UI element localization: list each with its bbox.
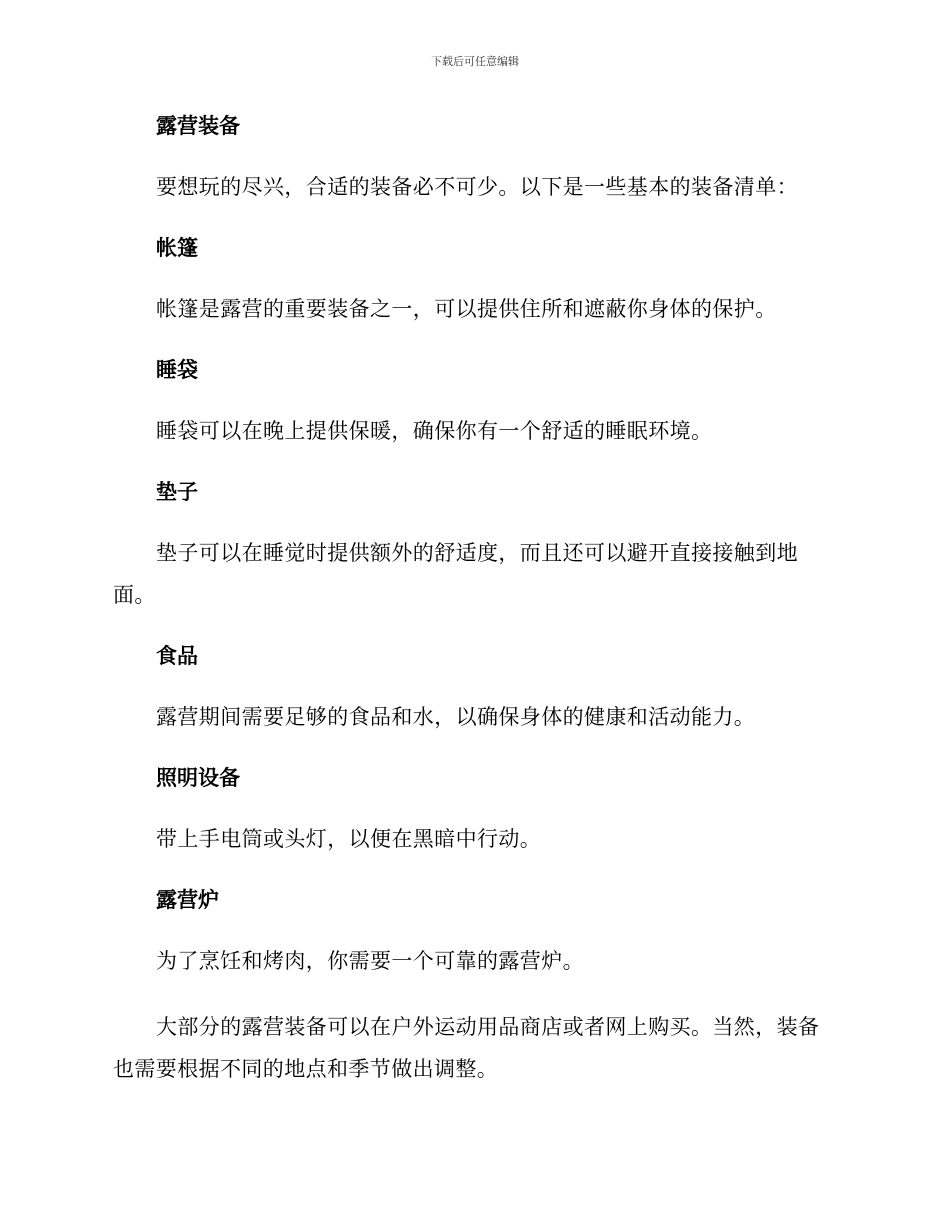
section-paragraph-mat: 垫子可以在睡觉时提供额外的舒适度，而且还可以避开直接接触到地面。: [113, 541, 798, 607]
closing-paragraph: 大部分的露营装备可以在户外运动用品商店或者网上购买。当然，装备也需要根据不同的地点和季节做出调整。: [113, 1015, 820, 1081]
section-heading-sleeping-bag: 睡袋: [156, 358, 198, 382]
section-paragraph-lighting: 带上手电筒或头灯，以便在黑暗中行动。: [156, 827, 542, 851]
section-paragraph-stove: 为了烹饪和烤肉，你需要一个可靠的露营炉。: [156, 949, 584, 973]
page-header: 下载后可任意编辑: [431, 55, 519, 68]
section-heading-stove: 露营炉: [156, 888, 219, 912]
section-heading-lighting: 照明设备: [156, 766, 240, 790]
section-heading-camping-gear: 露营装备: [156, 114, 240, 138]
section-paragraph-sleeping-bag: 睡袋可以在晚上提供保暖，确保你有一个舒适的睡眠环境。: [156, 419, 713, 443]
section-paragraph-tent: 帐篷是露营的重要装备之一，可以提供住所和遮蔽你身体的保护。: [156, 297, 777, 321]
section-paragraph-food: 露营期间需要足够的食品和水，以确保身体的健康和活动能力。: [156, 705, 756, 729]
document-body: [113, 110, 837, 1090]
section-paragraph-camping-gear: 要想玩的尽兴，合适的装备必不可少。以下是一些基本的装备清单：: [156, 175, 798, 199]
section-heading-food: 食品: [156, 644, 198, 668]
section-heading-mat: 垫子: [156, 480, 198, 504]
section-heading-tent: 帐篷: [156, 236, 198, 260]
